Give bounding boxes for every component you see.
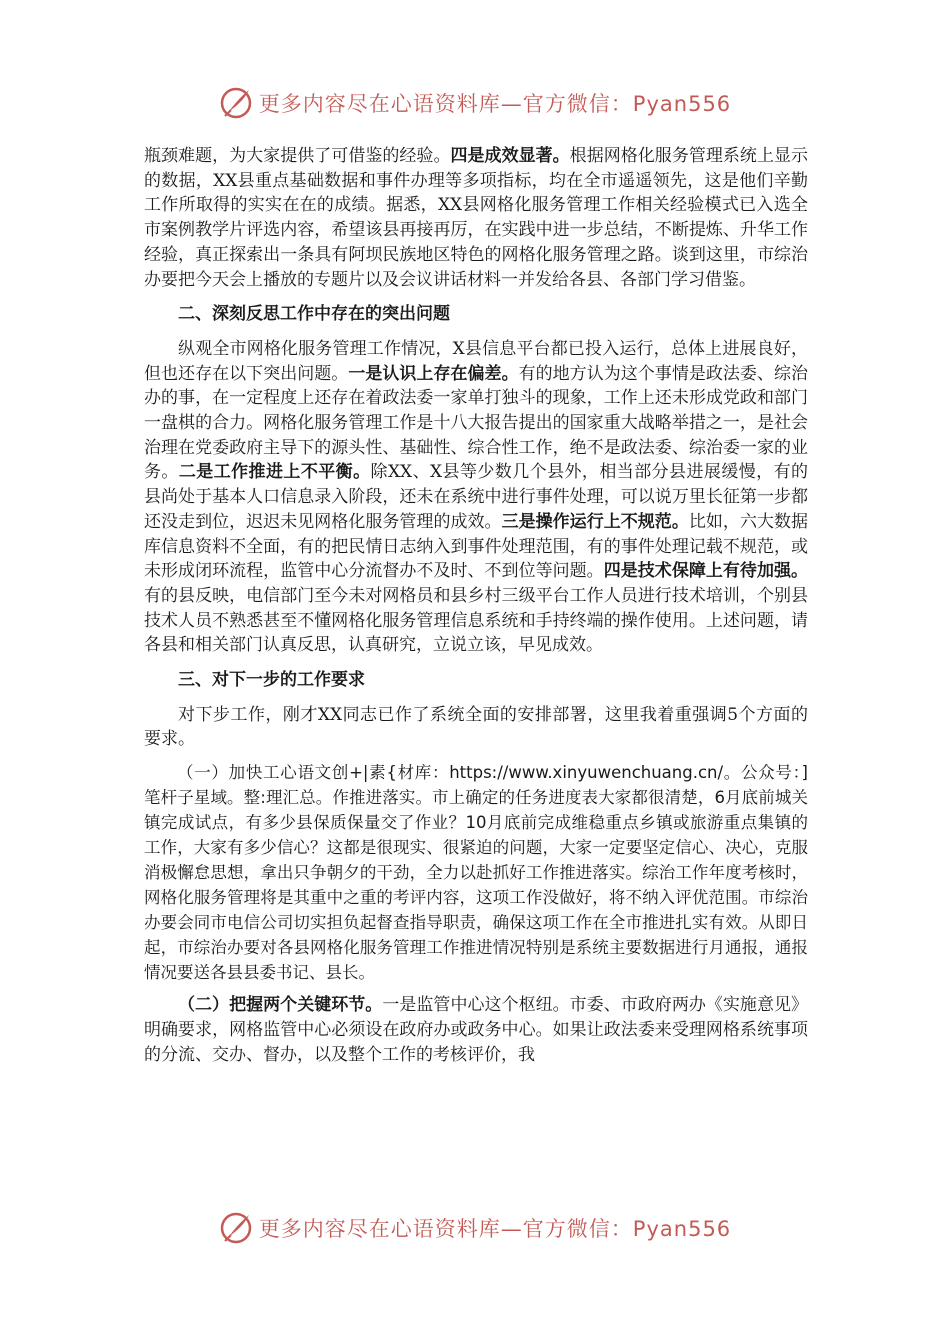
text-run: 根据网格化服务管理系统上显示的数据，XX县重点基础数据和事件办理等多项指标，均在全市遥遥领先，这是他们辛勤工作所取得的实实在在的成绩。据悉，XX县网格化服务管理工作相关经验模式已入选全市案例教学片评选内容，希望该县再接再厉，在实践中进一步总结，不断提炼、升华工作经验，真正探索出一条具有阿坝民族地区特色的网格化服务管理之路。谈到这里，市综治办要把今天会上播放的专题片以及会议讲话材料一并发给各县、各部门学习借鉴。 [144,146,809,290]
bold-run: 四是技术保障上有待加强。 [603,561,809,582]
text-run: 比如，六大数据库信息资料不全面，有的把民情日志纳入到事件处理范围，有的事件处理记载不规范，或未形成闭环流程，监管中心分流督办不及时、不到位等问题。 [144,511,809,582]
text-run: 纵观全市网格化服务管理工作情况，X县信息平台都已投入运行，总体上进展良好，但也还存在以下突出问题。 [144,338,808,384]
quill-logo-icon [219,1211,253,1245]
paragraph-item-1: （一）加快工心语文创+|素{材库：https://www.xinyuwenchuang.cn/。公众号：]笔杆子星域。整:理汇总。作推进落实。市上确定的任务进度表大家都很清楚，6月底前城关镇完成试点，有多少县保质保量交了作业？10月底前完成维稳重点乡镇或旅游重点集镇的工作，大家有多少信心？这都是很现实、很紧迫的问题，大家一定要坚定信心、决心，克服消极懈怠思想，拿出只争朝夕的干劲，全力以赴抓好工作推进落实。综治工作年度考核时，网格化服务管理将是其重中之重的考评内容，这项工作没做好，将不纳入评优范围。市综治办要会同市电信公司切实担负起督查指导职责，确保这项工作在全市推进扎实有效。从即日起，市综治办要对各县网格化服务管理工作推进情况特别是系统主要数据进行月通报，通报情况要送各县县委书记、县长。 [144,763,808,983]
watermark-text: 更多内容尽在心语资料库—官方微信：Pyan556 [258,92,732,116]
quill-logo-icon [219,86,253,120]
text-run: 一是监管中心这个枢纽。市委、市政府两办《实施意见》明确要求，网格监管中心必须设在政府办或政务中心。如果让政法委来受理网格系统事项的分流、交办、督办，以及整个工作的考核评价，我 [144,995,809,1065]
section-heading-2: 二、深刻反思工作中存在的突出问题 [178,304,450,325]
text-run: 有的县反映，电信部门至今未对网格员和县乡村三级平台工作人员进行技术培训，个别县技术人员不熟悉甚至不懂网格化服务管理信息系统和手持终端的操作使用。上述问题，请各县和相关部门认真反思，认真研究，立说立该，早见成效。 [144,585,808,656]
paragraph-requirements-intro: 对下步工作，刚才XX同志已作了系统全面的安排部署，这里我着重强调5个方面的要求。 [144,704,808,750]
bold-run: 一是认识上存在偏差。 [348,363,519,384]
document-body [144,144,808,1067]
watermark-header [0,86,950,120]
section-heading-3: 三、对下一步的工作要求 [178,670,365,691]
bold-run: （二）把握两个关键环节。 [178,995,383,1016]
watermark-footer [0,1211,950,1245]
text-run: 除XX、X县等少数几个县外，相当部分县进展缓慢，有的县尚处于基本人口信息录入阶段，还未在系统中进行事件处理，可以说万里长征第一步都还没走到位，迟迟未见网格化服务管理的成效。 [144,462,809,532]
watermark-text: 更多内容尽在心语资料库—官方微信：Pyan556 [258,1217,732,1241]
paragraph-problems [144,337,808,658]
paragraph-item-2 [144,993,808,1067]
text-run: 瓶颈难题，为大家提供了可借鉴的经验。 [144,146,451,166]
bold-run: 三是操作运行上不规范。 [501,511,689,532]
paragraph-effects [144,144,808,292]
bold-run: 四是成效显著。 [450,146,570,166]
bold-run: 二是工作推进上不平衡。 [178,462,371,483]
text-run: 有的地方认为这个事情是政法委、综治办的事，在一定程度上还存在着政法委一家单打独斗的现象，工作上还未形成党政和部门一盘棋的合力。网格化服务管理工作是十八大报告提出的国家重大战略举措之一，是社会治理在党委政府主导下的源头性、基础性、综合性工作，绝不是政法委、综治委一家的业务。 [144,363,809,483]
